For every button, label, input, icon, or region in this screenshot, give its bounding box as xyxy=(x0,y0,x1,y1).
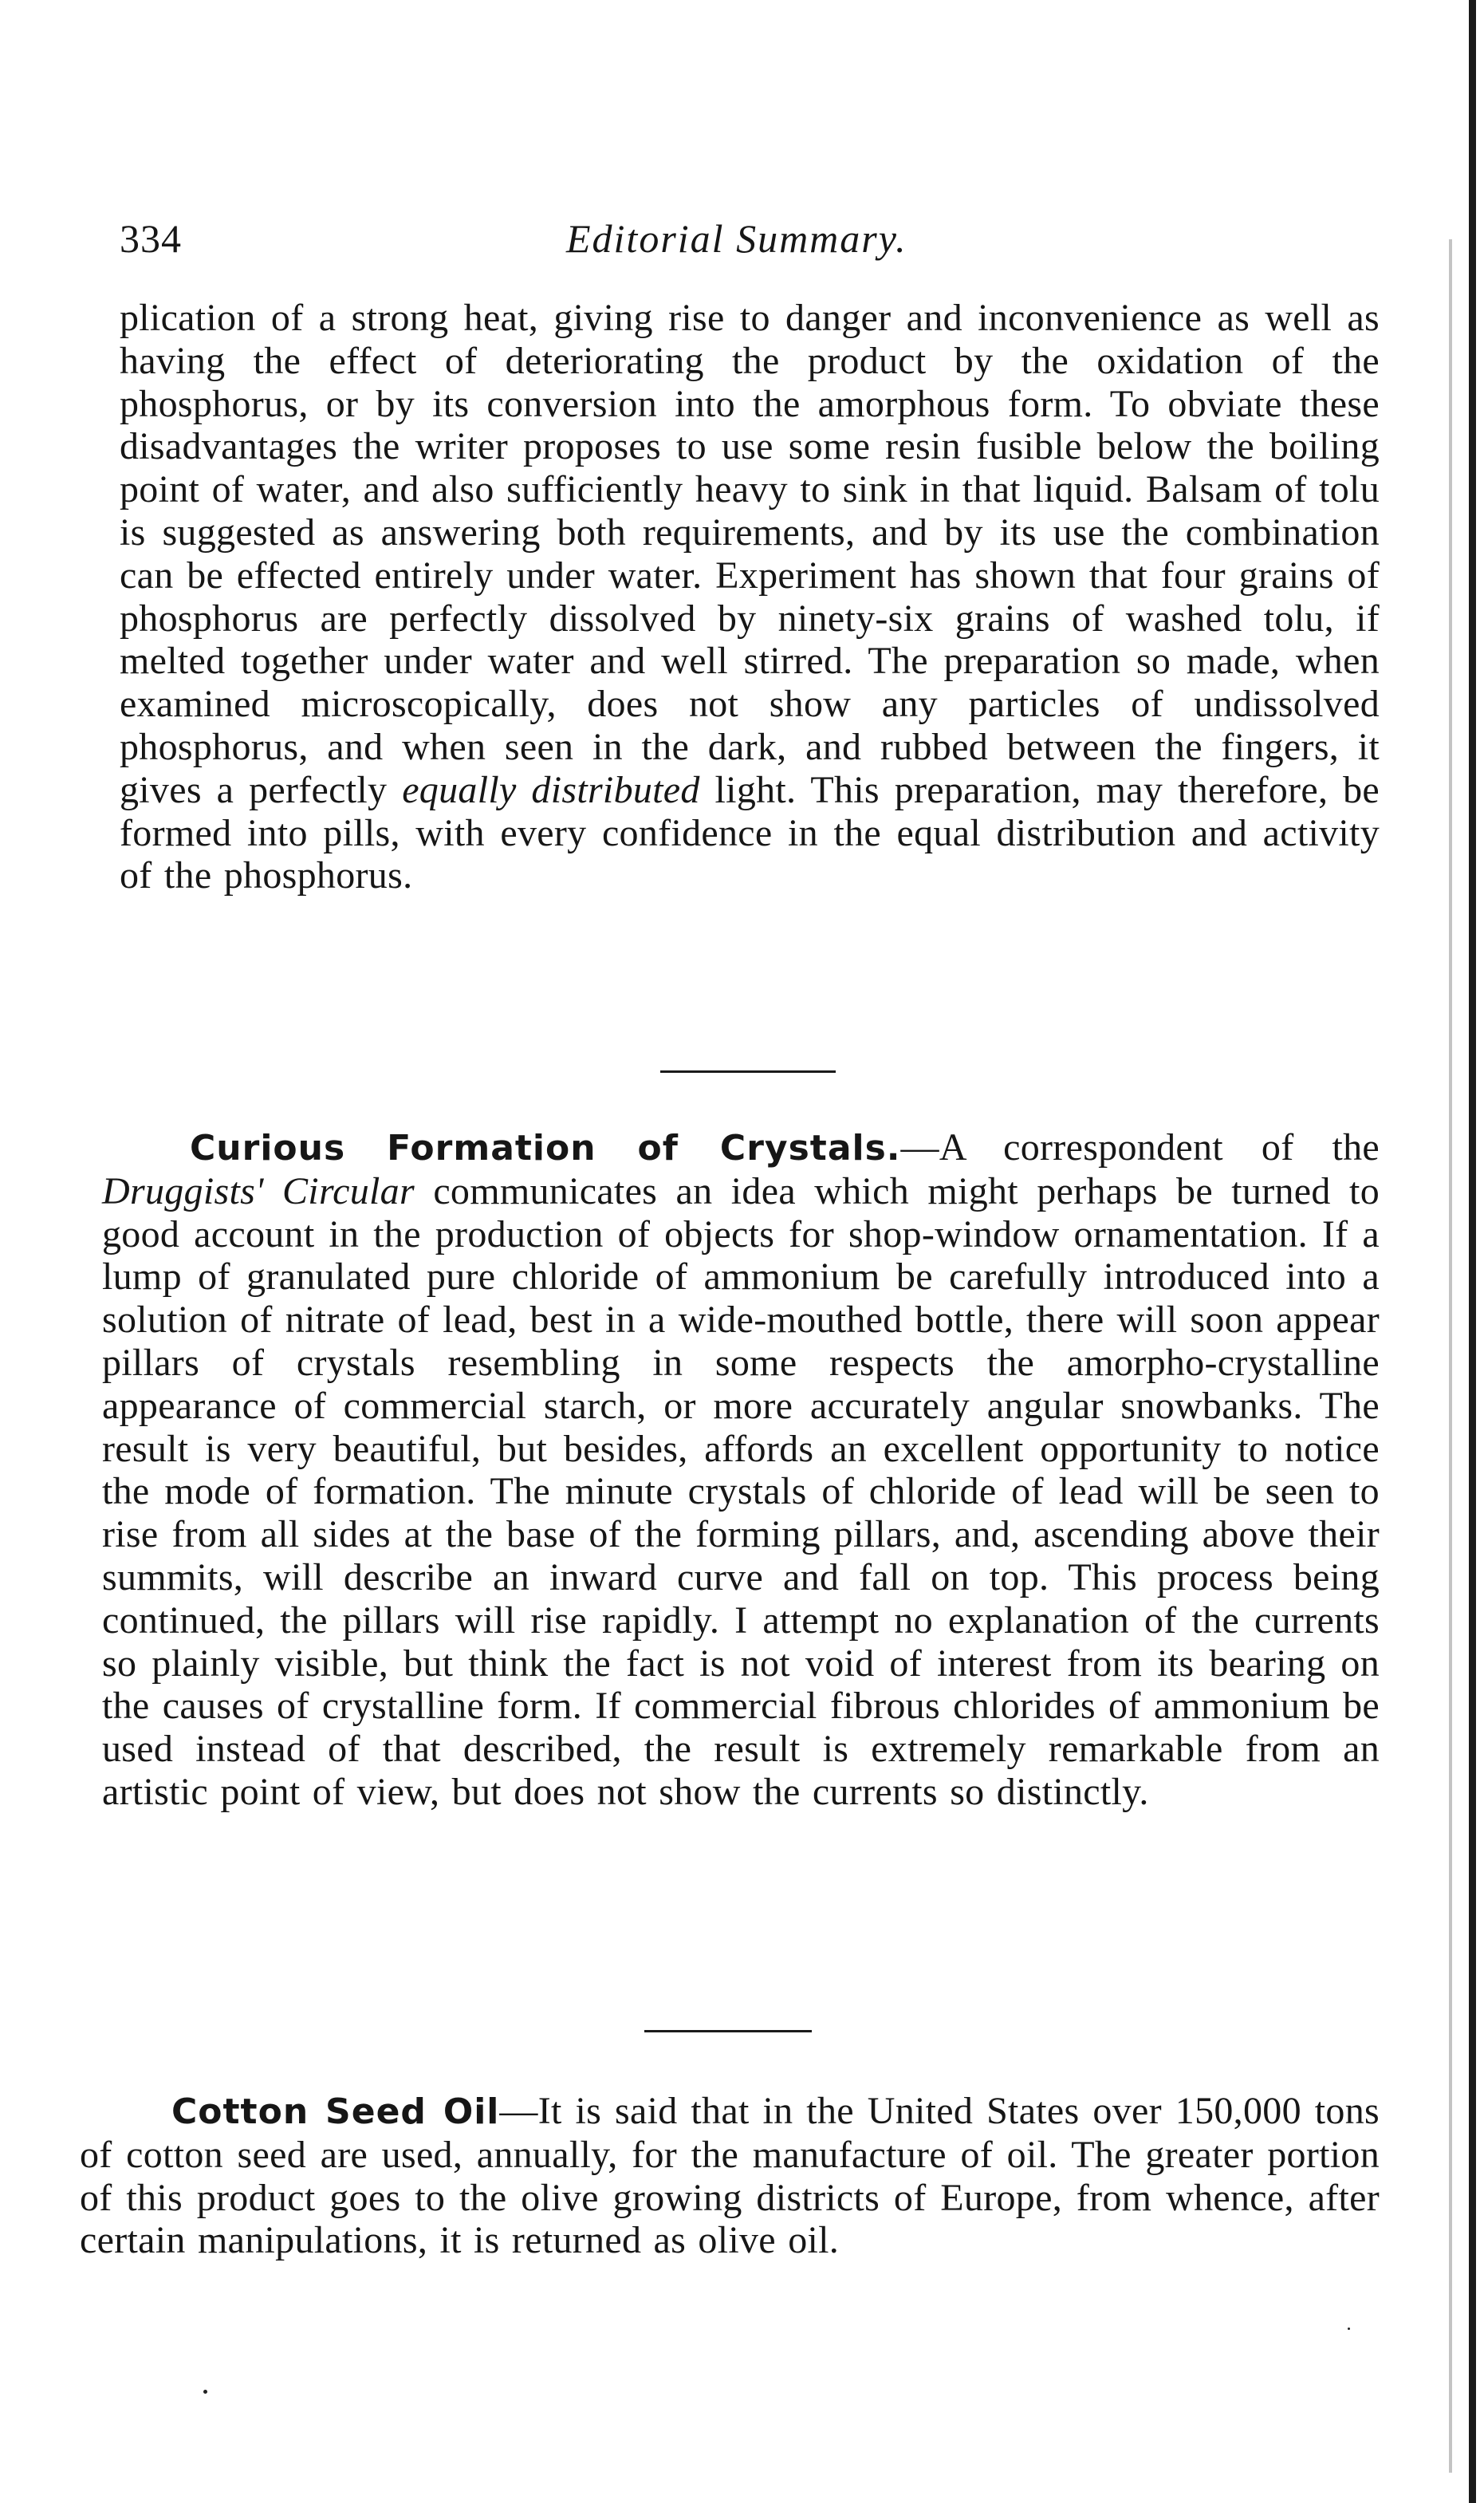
article-body: It is said that in the United States over 150,000 tons of cotton seed are used, annually, for the manufacture of oil. The greater portion of this product goes to the olive growing districts of Europe, from whence, after certain manipulations, it is returned as olive oil. xyxy=(80,2090,1380,2262)
print-speck xyxy=(203,2390,207,2394)
article-lead: A correspondent of the xyxy=(939,1126,1380,1169)
article-cotton-seed-oil xyxy=(80,2090,1380,2262)
article-emphasis: equally distributed xyxy=(402,768,700,811)
page-shadow xyxy=(1449,239,1452,2473)
article-body-continued: light. This preparation, may therefore, be formed into pills, with every confidence in the equal distribution and activity of the phosphorus. xyxy=(120,768,1380,897)
article-body: plication of a strong heat, giving rise to danger and inconvenience as well as having the effect of deteriorating the product by the oxidation of the phosphorus, or by its conversion into the amorphous form. To obviate these disadvantages the writer proposes to use some resin fusible below the boiling point of water, and also sufficiently heavy to sink in that liquid. Balsam of tolu is suggested as answering both requirements, and by its use the combination can be effected entirely under water. Experiment has shown that four grains of phosphorus are perfectly dissolved by ninety-six grains of washed tolu, if melted together under water and well stirred. The preparation so made, when examined microscopically, does not show any particles of undissolved phosphorus, and when seen in the dark, and rubbed between the fingers, it gives a perfectly xyxy=(120,297,1380,811)
article-heading: Curious Formation of Crystals. xyxy=(190,1128,901,1169)
article-curious-crystals xyxy=(102,1126,1380,1814)
section-divider xyxy=(660,1070,836,1073)
page-binding-edge xyxy=(1469,0,1476,2503)
article-emphasis: Druggists' Circular xyxy=(102,1169,415,1212)
heading-dash: — xyxy=(900,1126,939,1169)
article-phosphorus-continued xyxy=(120,297,1380,897)
page-number: 334 xyxy=(120,216,182,261)
print-speck xyxy=(1348,2328,1350,2330)
heading-dash: — xyxy=(499,2090,538,2132)
article-body: communicates an idea which might perhaps be turned to good account in the production of objects for shop-window ornamentation. If a lump of granulated pure chloride of ammonium be carefully introduced into a solution of nitrate of lead, best in a wide-mouthed bottle, there will soon appear pillars of crystals resembling in some respects the amorpho-crystalline appearance of commercial starch, or more accurately angular snowbanks. The result is very beautiful, but besides, affords an excellent opportunity to notice the mode of formation. The minute crystals of chloride of lead will be seen to rise from all sides at the base of the forming pillars, and, ascending above their summits, will describe an inward curve and fall on top. This process being continued, the pillars will rise rapidly. I attempt no explanation of the currents so plainly visible, but think the fact is not void of interest from its bearing on the causes of crystalline form. If commercial fibrous chlorides of ammonium be used instead of that described, the result is extremely remarkable from an artistic point of view, but does not show the currents so distinctly. xyxy=(102,1169,1380,1813)
running-title: Editorial Summary. xyxy=(566,216,907,261)
article-heading: Cotton Seed Oil xyxy=(171,2091,500,2132)
section-divider xyxy=(644,2030,812,2032)
running-head xyxy=(120,215,1380,287)
